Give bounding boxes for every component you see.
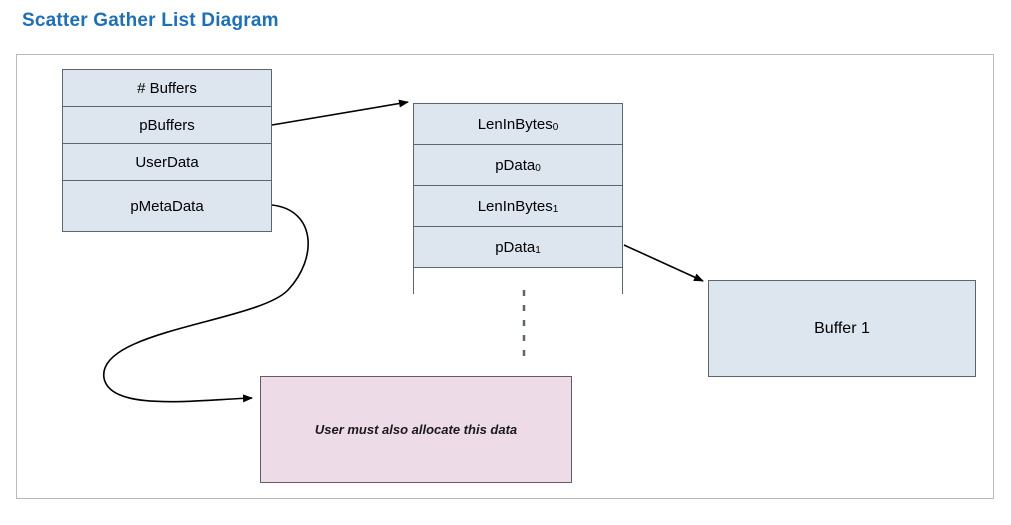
buffer-entry-leninbytes-0[interactable]	[413, 103, 623, 145]
buffer-entry-pdata-1[interactable]	[413, 226, 623, 268]
buffer-entry-label: LenInBytes	[477, 197, 553, 215]
buffer-entry-label: LenInBytes	[477, 115, 553, 133]
buffer-entry-leninbytes-1[interactable]	[413, 185, 623, 227]
scatter-gather-list-struct	[62, 69, 272, 232]
struct-row-userdata[interactable]	[62, 143, 272, 181]
struct-row-label: pBuffers	[139, 116, 195, 134]
buffer-entry-index: 1	[552, 203, 559, 215]
struct-row-label: pMetaData	[130, 197, 204, 215]
buffer-entry-pdata-0[interactable]	[413, 144, 623, 186]
struct-row-label: UserData	[135, 153, 199, 171]
buffer-entry-index: 1	[535, 244, 541, 256]
buffer-1-box[interactable]	[708, 280, 976, 377]
buffer-entry-label: pData	[495, 238, 536, 256]
buffer-entry-index: 0	[535, 162, 541, 174]
metadata-note-label: User must also allocate this data	[314, 422, 518, 437]
page-title: Scatter Gather List Diagram	[22, 10, 279, 31]
struct-row-label: # Buffers	[137, 79, 197, 97]
struct-row-pmetadata[interactable]	[62, 180, 272, 232]
buffer-1-label: Buffer 1	[814, 319, 870, 337]
metadata-note-box[interactable]	[260, 376, 572, 483]
buffer-entry-label: pData	[495, 156, 536, 174]
struct-row-pbuffers[interactable]	[62, 106, 272, 144]
buffer-descriptor-array	[413, 103, 623, 271]
buffer-list-tail-left-edge	[413, 268, 414, 294]
buffer-list-tail-right-edge	[622, 268, 623, 294]
buffer-entry-index: 0	[552, 121, 559, 133]
struct-row-num-buffers[interactable]	[62, 69, 272, 107]
